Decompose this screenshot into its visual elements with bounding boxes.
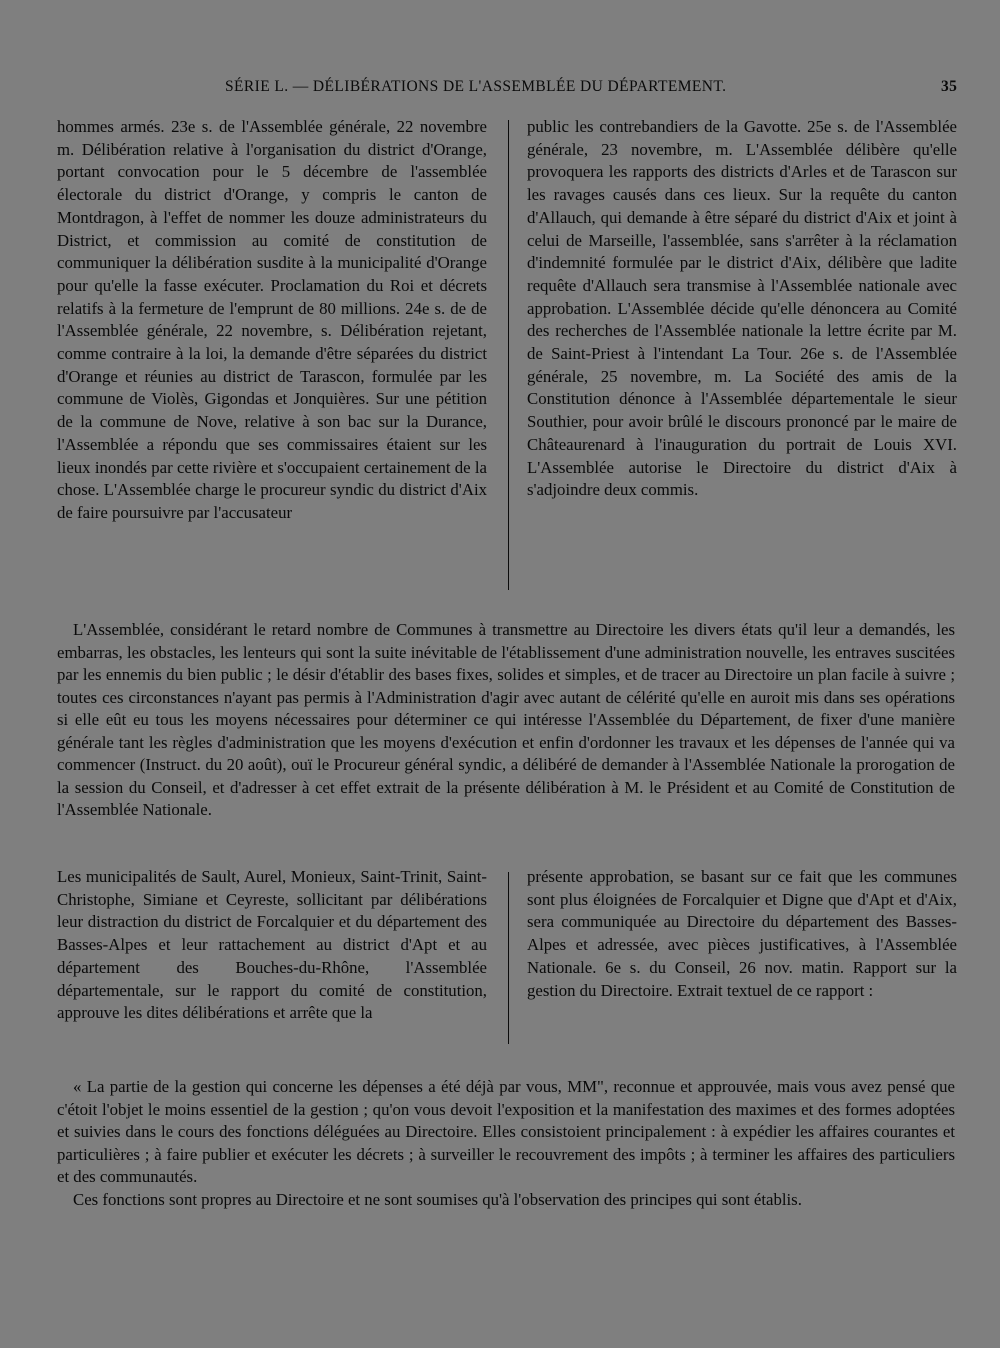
quote-paragraph: Ces fonctions sont propres au Directoire et ne sont soumises qu'à l'observation des principes qui sont établis. — [73, 1189, 802, 1209]
running-title: SÉRIE L. — DÉLIBÉRATIONS DE L'ASSEMBLÉE DU DÉPARTEMENT. — [225, 78, 727, 95]
body-text: public les contrebandiers de la Gavotte. 25e s. de l'Assemblée générale, 23 novembre, m. L'Assemblée délibère qu'elle provoquera les rapports des districts d'Arles et de Tarascon sur les ravages causés dans ces lieux. Sur la requête du canton d'Allauch, qui demande à être séparé du district d'Aix et joint à celui de Marseille, l'assemblée, sans s'arrêter à la réclamation d'indemnité formulée par le district d'Aix, délibère que ladite requête d'Allauch sera transmise à l'Assemblée nationale avec approbation. L'Assemblée décide qu'elle dénoncera au Comité des recherches de l'Assemblée nationale la lettre écrite par M. de Saint-Priest à l'intendant La Tour. 26e s. de l'Assemblée générale, 25 novembre, m. La Société des amis de la Constitution dénonce à l'Assemblée départementale le sieur Southier, pour avoir brûlé le discours prononcé par le maire de Châteaurenard à l'inauguration du portrait de Louis XVI. L'Assemblée autorise le Directoire du district d'Aix à s'adjoindre deux commis. — [527, 117, 957, 500]
column-right-top — [527, 116, 957, 502]
body-text: présente approbation, se basant sur ce fait que les communes sont plus éloignées de Forcalquier et Digne que d'Apt et d'Aix, sera communiquée au Directoire du département des Basses-Alpes et adressée, avec pièces justificatives, à l'Assemblée Nationale. 6e s. du Conseil, 26 nov. matin. Rapport sur la gestion du Directoire. Extrait textuel de ce rapport : — [527, 867, 957, 1000]
column-right-bottom — [527, 866, 957, 1002]
body-paragraph: L'Assemblée, considérant le retard nombre de Communes à transmettre au Directoire les divers états qu'il leur a demandés, les embarras, les obstacles, les lenteurs qui sont la suite inévitable de l'établissement d'une administration nouvelle, les entraves suscitées par les ennemis du bien public ; le désir d'établir des bases fixes, solides et simples, et de tracer au Directoire un plan facile à suivre ; toutes ces circonstances n'ayant pas permis à l'Administration d'agir avec autant de célérité qu'elle en auroit mis dans ses opérations si elle eût eu tous les moyens nécessaires pour déterminer ce qui intéresse l'Assemblée du Département, de fixer d'une manière générale tant les règles d'administration que les moyens d'exécution et enfin d'ordonner les travaux et les dépenses de l'année qui va commencer (Instruct. du 20 août), ouï le Procureur général syndic, a délibéré de demander à l'Assemblée Nationale la prorogation de la session du Conseil, et d'adresser à cet effet extrait de la présente délibération à M. le Président et au Comité de Constitution de l'Assemblée Nationale. — [57, 620, 955, 819]
body-text: hommes armés. 23e s. de l'Assemblée générale, 22 novembre m. Délibération relative à l'organisation du district d'Orange, portant convocation pour le 5 décembre de l'assemblée électorale du district d'Orange, y compris le canton de Montdragon, à l'effet de nommer les douze administrateurs du District, et commission au comité de constitution de communiquer la délibération susdite à la municipalité d'Orange pour qu'elle la fasse exécuter. Proclamation du Roi et décrets relatifs à la fermeture de l'emprunt de 80 millions. 24e s. de de l'Assemblée générale, 22 novembre, s. Délibération rejetant, comme contraire à la loi, la demande d'être séparées du district d'Orange et réunies au district de Tarascon, formulée par les commune de Violès, Gigondas et Jonquières. Sur une pétition de la commune de Nove, relative à son bac sur la Durance, l'Assemblée a répondu que ses commissaires étaient sur les lieux inondés par cette rivière et s'occupaient certainement de la chose. L'Assemblée charge le procureur syndic du district d'Aix de faire poursuivre par l'accusateur — [57, 117, 487, 522]
body-text: Les municipalités de Sault, Aurel, Monieux, Saint-Trinit, Saint-Christophe, Simiane et Ceyreste, sollicitant par délibérations leur distraction du district de Forcalquier et du département des Basses-Alpes et leur rattachement au district d'Apt et au département des Bouches-du-Rhône, l'Assemblée départementale, sur le rapport du comité de constitution, approuve les dites délibérations et arrête que la — [57, 867, 487, 1023]
column-left-top — [57, 116, 487, 525]
full-width-block — [57, 619, 955, 822]
column-divider — [508, 872, 509, 1044]
page-number: 35 — [941, 78, 958, 95]
column-left-bottom — [57, 866, 487, 1025]
quoted-report — [57, 1076, 955, 1211]
quote-paragraph: « La partie de la gestion qui concerne les dépenses a été déjà par vous, MM", reconnue et approuvée, mais vous avez pensé que c'étoit l'objet le moins essentiel de la gestion ; qu'on vous devoit l'exposition et la manifestation des maximes et des formes adoptées et suivies dans le cours des fonctions déléguées au Directoire. Elles consistoient principalement : à expédier les affaires courantes et particulières ; à faire publier et exécuter les décrets ; à surveiller le recouvrement des impôts ; à terminer les affaires des particuliers et des communautés. — [57, 1077, 955, 1186]
column-divider — [508, 120, 509, 590]
running-header — [0, 78, 1000, 102]
